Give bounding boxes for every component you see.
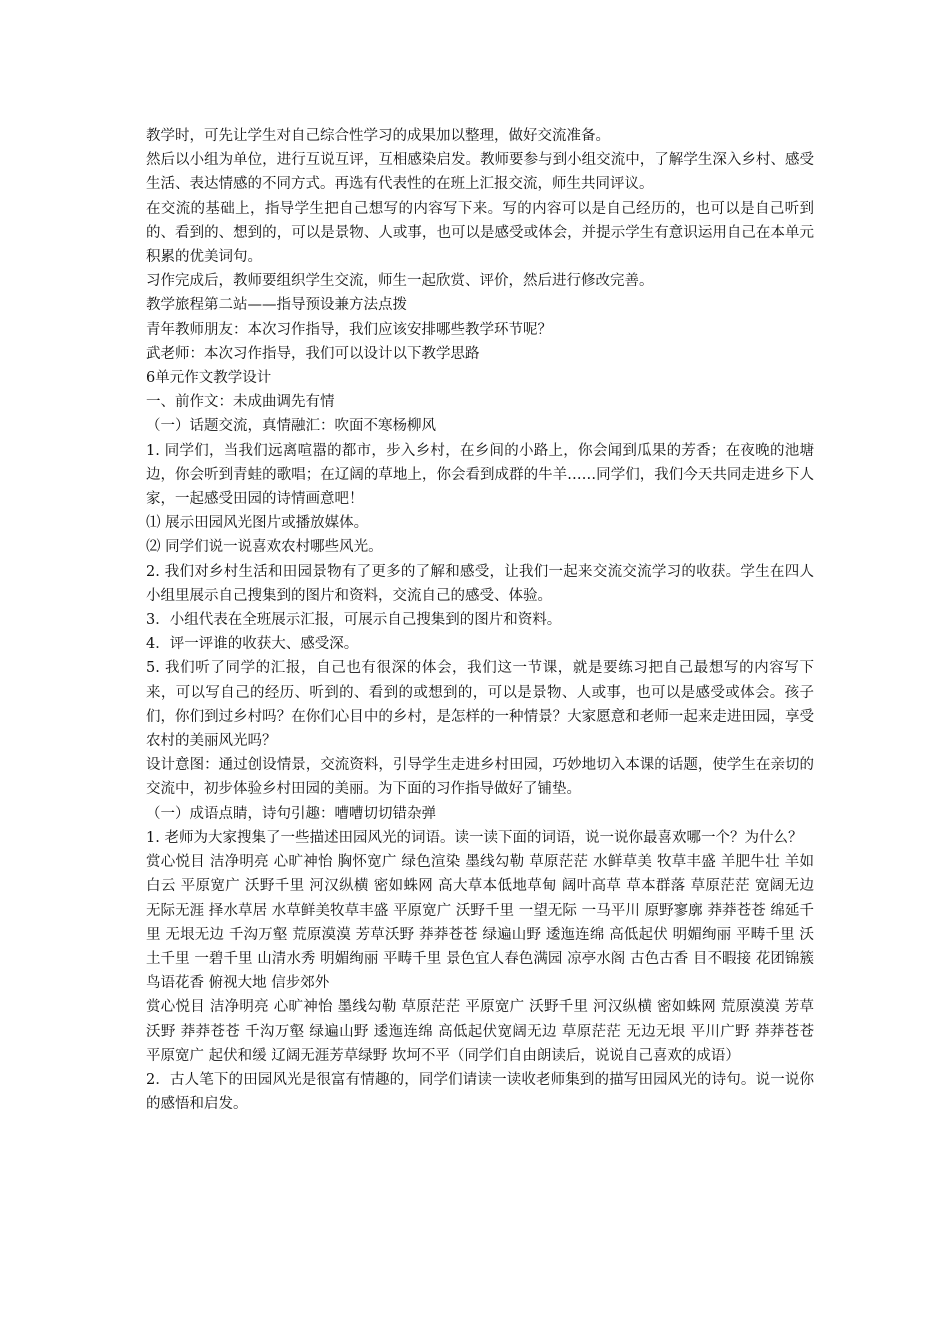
list-item: ⑴ 展示田园风光图片或播放媒体。 <box>146 515 369 532</box>
section-heading: 6单元作文教学设计 <box>146 370 272 387</box>
paragraph: 2．古人笔下的田园风光是很富有情趣的，同学们请读一读收老师集到的描写田园风光的诗句。说一说你的感悟和启发。 <box>146 1071 814 1113</box>
paragraph: 然后以小组为单位，进行互说互评，互相感染启发。教师要参与到小组交流中，了解学生深入乡村、感受生活、表达情感的不同方式。再选有代表性的在班上汇报交流，师生共同评议。 <box>146 152 814 193</box>
section-heading: 教学旅程第二站——指导预设兼方法点拨 <box>146 297 407 314</box>
paragraph: 在交流的基础上，指导学生把自己想写的内容写下来。写的内容可以是自己经历的，也可以是自己听到的、看到的、想到的，可以是景物、人或事，也可以是感受或体会，并提示学生有意识运用自己在本单元积累的优美词句。 <box>146 200 814 266</box>
list-item: ⑵ 同学们说一说喜欢农村哪些风光。 <box>146 539 383 556</box>
design-intent: 设计意图：通过创设情景，交流资料，引导学生走进乡村田园，巧妙地切入本课的话题，使学生在亲切的交流中，初步体验乡村田园的美丽。为下面的习作指导做好了铺垫。 <box>146 757 814 798</box>
section-heading: 一、前作文：未成曲调先有情 <box>146 394 335 411</box>
idiom-list: 赏心悦目 洁净明亮 心旷神怡 胸怀宽广 绿色渲染 墨线勾勒 草原茫茫 水鲜草美 牧草丰盛 羊肥牛壮 羊如白云 平原宽广 沃野千里 河汉纵横 密如蛛网 高大草本低地草甸 阔叶高草 草本群落 草原茫茫 宽阔无边 无际无涯 择水草居 水草鲜美牧草丰盛 平原宽广 沃野千里 一望无际 一马平川 原野寥廓 莽莽苍苍 绵延千里 无垠无边 千沟万壑 荒原漠漠 芳草沃野 莽莽苍苍 绿遍山野 逶迤连绵 高低起伏 明媚绚丽 平畴千里 沃土千里 一碧千里 山清水秀 明媚绚丽 平畴千里 景色宜人春色满园 凉亭水阁 古色古香 目不暇接 花团锦簇 鸟语花香 俯视大地 信步郊外 <box>146 854 814 992</box>
paragraph: 4．评一评谁的收获大、感受深。 <box>146 636 359 653</box>
paragraph: 青年教师朋友：本次习作指导，我们应该安排哪些教学环节呢？ <box>146 321 552 338</box>
paragraph: 5. 我们听了同学的汇报，自己也有很深的体会，我们这一节课，就是要练习把自己最想写的内容写下来，可以写自己的经历、听到的、看到的或想到的，可以是景物、人或事，也可以是感受或体会。孩子们，你们到过乡村吗？在你们心目中的乡村，是怎样的一种情景？大家愿意和老师一起来走进田园，享受农村的美丽风光吗？ <box>146 660 814 750</box>
paragraph: 1. 老师为大家搜集了一些描述田园风光的词语。读一读下面的词语，说一说你最喜欢哪一个？为什么？ <box>146 829 803 846</box>
paragraph: 教学时，可先让学生对自己综合性学习的成果加以整理，做好交流准备。 <box>146 128 610 144</box>
subsection-heading: （一）成语点睛，诗句引趣：嘈嘈切切错杂弹 <box>146 805 436 822</box>
paragraph: 习作完成后，教师要组织学生交流，师生一起欣赏、评价，然后进行修改完善。 <box>146 273 654 290</box>
paragraph: 武老师：本次习作指导，我们可以设计以下教学思路 <box>146 345 480 362</box>
subsection-heading: （一）话题交流，真情融汇：吹面不寒杨柳风 <box>146 418 436 435</box>
paragraph: 2. 我们对乡村生活和田园景物有了更多的了解和感受，让我们一起来交流交流学习的收获。学生在四人小组里展示自己搜集到的图片和资料，交流自己的感受、体验。 <box>146 563 814 604</box>
paragraph: 3．小组代表在全班展示汇报，可展示自己搜集到的图片和资料。 <box>146 612 562 629</box>
document-body <box>146 124 814 1116</box>
idiom-list: 赏心悦目 洁净明亮 心旷神怡 墨线勾勒 草原茫茫 平原宽广 沃野千里 河汉纵横 密如蛛网 荒原漠漠 芳草沃野 莽莽苍苍 千沟万壑 绿遍山野 逶迤连绵 高低起伏宽阔无边 草原茫茫 无边无垠 平川广野 莽莽苍苍 平原宽广 起伏和缓 辽阔无涯芳草绿野 坎坷不平（同学们自由朗读后，说说自己喜欢的成语） <box>146 999 814 1064</box>
paragraph: 1. 同学们，当我们远离喧嚣的都市，步入乡村，在乡间的小路上，你会闻到瓜果的芳香；在夜晚的池塘边，你会听到青蛙的歌唱；在辽阔的草地上，你会看到成群的牛羊……同学们，我们今天共同走进乡下人家，一起感受田园的诗情画意吧！ <box>146 442 814 508</box>
